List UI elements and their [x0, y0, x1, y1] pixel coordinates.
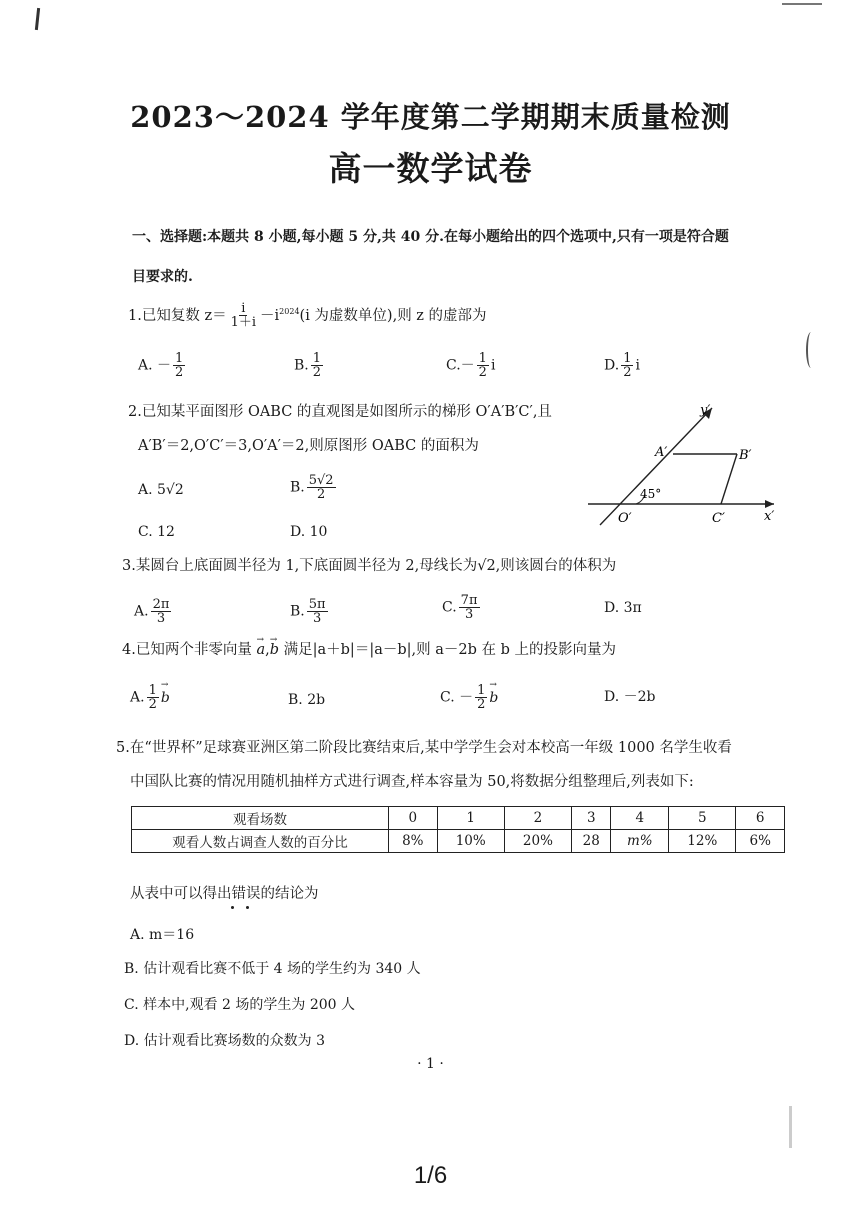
q3-option-a-num: 2π: [152, 597, 170, 612]
q5-option-d[interactable]: D. 估计观看比赛场数的众数为 3: [124, 1033, 325, 1049]
q2-option-c[interactable]: C. 12: [138, 524, 175, 540]
question-3: 3.某圆台上底面圆半径为 1,下底面圆半径为 2,母线长为√2,则该圆台的体积为: [122, 558, 617, 574]
q1-option-d-label: D.: [604, 357, 620, 374]
q1-option-a-frac: [173, 352, 185, 379]
q2-option-b-label: B.: [290, 479, 305, 496]
section-heading-line2: 目要求的.: [132, 269, 193, 285]
table-cell-percent-0: 8%: [389, 830, 438, 853]
q5-line2: 中国队比赛的情况用随机抽样方式进行调查,样本容量为 50,将数据分组整理后,列表如下:: [130, 774, 694, 790]
q1-option-d-frac: [621, 352, 633, 379]
q2-line2: A′B′＝2,O′C′＝3,O′A′＝2,则原图形 OABC 的面积为: [138, 438, 479, 454]
q4-option-a-den: 2: [148, 697, 157, 712]
table-cell-games-2: 2: [504, 807, 571, 830]
q3-option-a-den: 3: [156, 611, 166, 626]
q3-option-c-num: 7π: [460, 593, 478, 608]
q5-option-a[interactable]: A. m＝16: [130, 927, 195, 943]
q5-prompt: 从表中可以得出错误的结论为: [130, 886, 319, 902]
q3-option-a-frac: [151, 598, 172, 625]
q3-option-c-label: C.: [442, 599, 457, 616]
q1-option-b-frac: [311, 352, 323, 379]
q5-line1: 5.在“世界杯”足球赛亚洲区第二阶段比赛结束后,某中学学生会对本校高一年级 1000 名学生收看: [116, 740, 732, 756]
q4-option-a-frac: [147, 684, 159, 711]
table-row-games: [132, 807, 785, 830]
table-cell-percent-6: 6%: [736, 830, 785, 853]
q1-option-d-num: 1: [623, 351, 632, 366]
q1-option-b-num: 1: [312, 351, 322, 366]
q1-option-c-suffix: i: [490, 357, 496, 374]
q4-option-a[interactable]: [130, 684, 170, 711]
table-cell-games-6: 6: [736, 807, 785, 830]
q1-option-c-num: 1: [478, 351, 487, 366]
q4-option-c[interactable]: [440, 684, 498, 711]
scan-mark-right: [806, 332, 816, 368]
label-o-prime: O′: [618, 511, 632, 526]
q4-option-a-vector: → b: [161, 690, 170, 706]
q5-option-c[interactable]: C. 样本中,观看 2 场的学生为 200 人: [124, 997, 355, 1013]
q5-data-table: [131, 806, 785, 853]
label-angle-45: 45°: [640, 487, 662, 501]
q4-option-c-den: 2: [477, 697, 486, 712]
q1-option-d[interactable]: [604, 352, 640, 379]
table-cell-games-0: 0: [389, 807, 438, 830]
emphasis-dot-1: [231, 906, 234, 909]
q2-option-d[interactable]: D. 10: [290, 524, 328, 540]
q4-option-c-label: C. －: [440, 689, 474, 706]
q1-option-a[interactable]: [138, 352, 187, 379]
q1-frac-den: 1＋i: [230, 315, 257, 331]
q2-option-a[interactable]: A. 5√2: [138, 482, 184, 498]
q1-frac-num: i: [241, 301, 246, 317]
table-cell-percent-1: 10%: [437, 830, 504, 853]
q1-option-d-suffix: i: [635, 357, 640, 374]
q4-option-a-label: A.: [130, 689, 145, 706]
q2-option-b[interactable]: [290, 474, 338, 501]
q1-fraction: [229, 302, 258, 329]
table-header-percent: 观看人数占调查人数的百分比: [132, 830, 389, 853]
q3-option-b-den: 3: [313, 611, 322, 626]
q1-text-pre: 1.已知复数 z＝: [128, 307, 227, 324]
label-y-prime: y′: [700, 403, 711, 418]
q5-option-b[interactable]: B. 估计观看比赛不低于 4 场的学生约为 340 人: [124, 961, 421, 977]
q3-option-c[interactable]: [442, 594, 482, 621]
label-x-prime: x′: [764, 509, 775, 524]
q4-option-d[interactable]: D. －2b: [604, 689, 656, 705]
q1-option-b[interactable]: [294, 352, 325, 379]
q3-option-b[interactable]: [290, 598, 330, 625]
scan-mark-left: [35, 8, 40, 30]
question-4: 4.已知两个非零向量 → a,→ b 满足|a＋b|＝|a－b|,则 a－2b 在 b 上的投影向量为: [122, 640, 616, 660]
q1-option-c[interactable]: [446, 352, 495, 379]
emphasis-dot-2: [246, 906, 249, 909]
q1-text-mid: －i: [260, 307, 280, 324]
q1-option-a-den: 2: [175, 365, 184, 380]
x-axis-arrow: [765, 500, 774, 508]
q2-line1: 2.已知某平面图形 OABC 的直观图是如图所示的梯形 O′A′B′C′,且: [128, 404, 552, 420]
q4-text-pre: 4.已知两个非零向量: [122, 642, 257, 658]
table-cell-games-3: 3: [572, 807, 611, 830]
q2-option-b-frac: [307, 474, 336, 501]
scan-mark-top-right: [782, 3, 822, 5]
table-cell-games-4: 4: [611, 807, 669, 830]
segment-bc: [721, 454, 737, 504]
exam-title: 2023～2024 学年度第二学期期末质量检测: [130, 100, 731, 134]
trapezoid-figure: [588, 398, 788, 530]
q1-option-c-frac: [477, 352, 489, 379]
q3-option-b-frac: [307, 598, 328, 625]
q1-option-c-label: C.－: [446, 357, 475, 374]
table-cell-percent-2: 20%: [504, 830, 571, 853]
scan-mark-bottom-right: [789, 1106, 792, 1148]
q3-option-a[interactable]: [134, 598, 173, 625]
q1-option-a-num: 1: [175, 351, 184, 366]
y-axis: [600, 408, 712, 525]
table-cell-games-5: 5: [669, 807, 736, 830]
question-1: [128, 302, 487, 329]
page-indicator: 1/6: [413, 1162, 448, 1189]
label-b-prime: B′: [739, 448, 752, 463]
q1-option-c-den: 2: [478, 365, 487, 380]
q1-option-a-label: A. －: [138, 357, 172, 374]
q4-vector-a: → a: [256, 640, 265, 660]
q3-option-d[interactable]: D. 3π: [604, 600, 642, 616]
table-cell-percent-4: m%: [611, 830, 669, 853]
exam-subtitle: 高一数学试卷: [328, 149, 533, 188]
q1-exponent: 2024: [279, 307, 300, 316]
q1-option-b-label: B.: [294, 357, 309, 374]
page-number: · 1 ·: [417, 1056, 444, 1072]
q4-option-c-num: 1: [477, 683, 486, 698]
q4-vector-b: → b: [270, 640, 279, 660]
q2-option-b-num: 5√2: [308, 473, 334, 488]
table-header-games: 观看场数: [132, 807, 389, 830]
table-row-percent: [132, 830, 785, 853]
q3-option-b-num: 5π: [308, 597, 326, 612]
label-a-prime: A′: [655, 445, 668, 460]
q3-option-b-label: B.: [290, 603, 305, 620]
table-cell-percent-5: 12%: [669, 830, 736, 853]
table-cell-games-1: 1: [437, 807, 504, 830]
section-heading-line1: 一、选择题:本题共 8 小题,每小题 5 分,共 40 分.在每小题给出的四个选项中,只有一项是符合题: [132, 229, 729, 245]
q4-option-c-vector: → b: [489, 690, 498, 706]
q3-option-c-frac: [459, 594, 480, 621]
q4-option-b[interactable]: B. 2b: [288, 692, 326, 708]
q3-option-a-label: A.: [134, 603, 149, 620]
q1-option-b-den: 2: [312, 365, 322, 380]
q4-option-a-num: 1: [148, 683, 157, 698]
q3-option-c-den: 3: [464, 607, 474, 622]
table-cell-percent-3: 28: [572, 830, 611, 853]
q1-text-post: (i 为虚数单位),则 z 的虚部为: [299, 307, 487, 324]
q2-option-b-den: 2: [317, 487, 326, 502]
q4-option-c-frac: [475, 684, 487, 711]
q4-condition: 满足|a＋b|＝|a－b|,则 a－2b 在 b 上的投影向量为: [279, 642, 616, 658]
label-c-prime: C′: [712, 511, 725, 526]
q1-option-d-den: 2: [623, 365, 632, 380]
